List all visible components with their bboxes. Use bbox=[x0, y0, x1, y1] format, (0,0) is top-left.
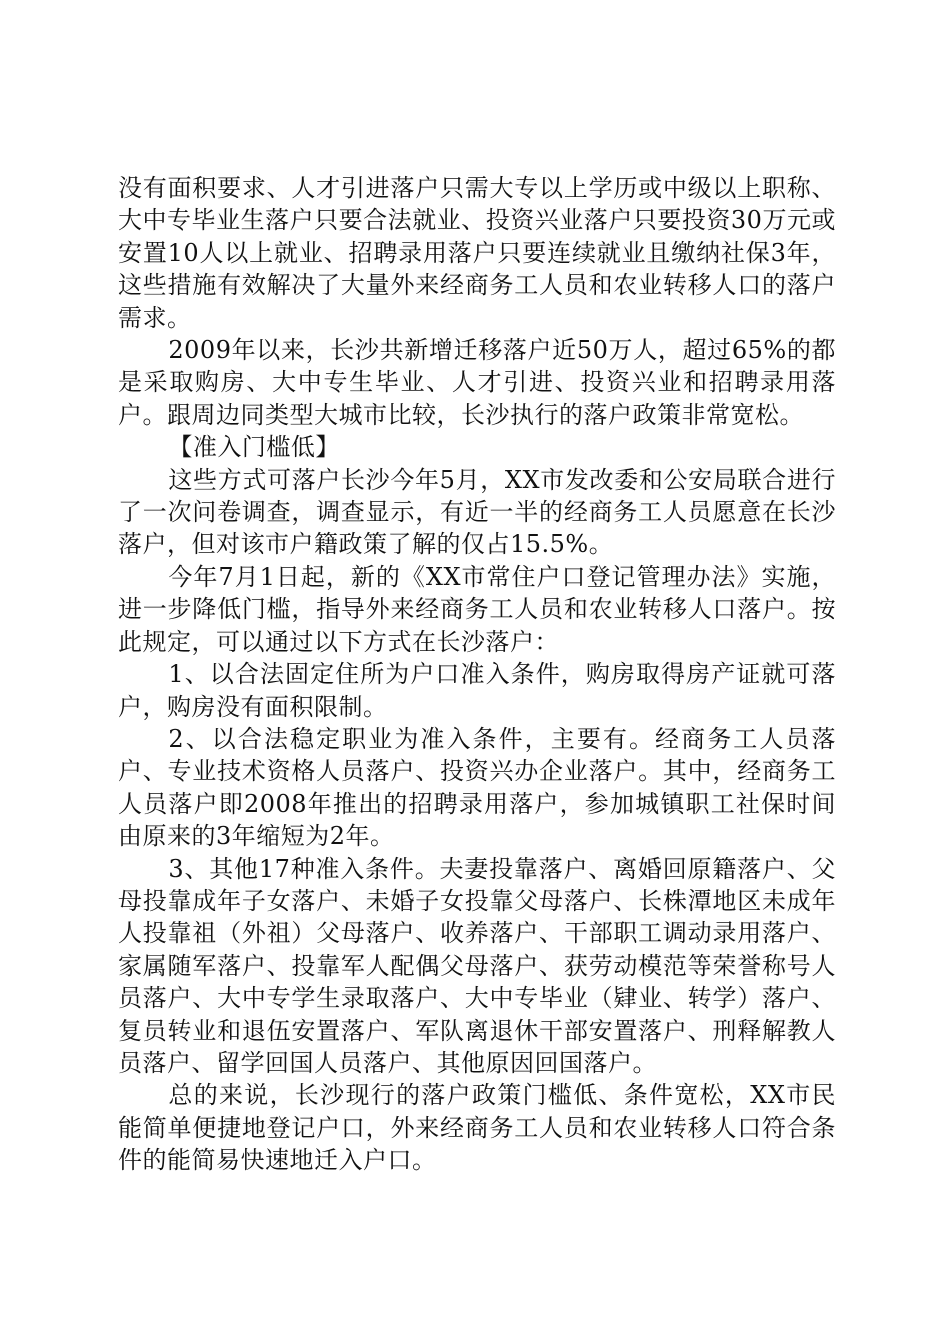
paragraph-migration-stats: 2009年以来，长沙共新增迁移落户近50万人，超过65%的都是采取购房、大中专生毕业、人才引进、投资兴业和招聘录用落户。跟周边同类型大城市比较，长沙执行的落户政策非常宽松。 bbox=[118, 336, 836, 429]
list-item-1: 1、以合法固定住所为户口准入条件，购房取得房产证就可落户，购房没有面积限制。 bbox=[118, 660, 836, 721]
paragraph-summary: 总的来说，长沙现行的落户政策门槛低、条件宽松，XX市民能简单便捷地登记户口，外来经商务工人员和农业转移人口符合条件的能简易快速地迁入户口。 bbox=[118, 1081, 836, 1175]
paragraph-continuation: 没有面积要求、人才引进落户只需大专以上学历或中级以上职称、大中专毕业生落户只要合法就业、投资兴业落户只要投资30万元或安置10人以上就业、招聘录用落户只要连续就业且缴纳社保3年，这些措施有效解决了大量外来经商务工人员和农业转移人口的落户需求。 bbox=[118, 174, 836, 332]
paragraph-new-regulation: 今年7月1日起，新的《XX市常住户口登记管理办法》实施，进一步降低门槛，指导外来经商务工人员和农业转移人口落户。按此规定，可以通过以下方式在长沙落户： bbox=[118, 562, 836, 656]
paragraph-survey: 这些方式可落户长沙今年5月，XX市发改委和公安局联合进行了一次问卷调查，调查显示，有近一半的经商务工人员愿意在长沙落户，但对该市户籍政策了解的仅占15.5%。 bbox=[118, 465, 836, 559]
section-heading-low-threshold: 【准入门槛低】 bbox=[168, 433, 340, 462]
list-item-3: 3、其他17种准入条件。夫妻投靠落户、离婚回原籍落户、父母投靠成年子女落户、未婚子女投靠父母落户、长株潭地区未成年人投靠祖（外祖）父母落户、收养落户、干部职工调动录用落户、家属随军落户、投靠军人配偶父母落户、获劳动模范等荣誉称号人员落户、大中专学生录取落户、大中专毕业（肄业、转学）落户、复员转业和退伍安置落户、军队离退休干部安置落户、刑释解教人员落户、留学回国人员落户、其他原因回国落户。 bbox=[118, 854, 836, 1077]
document-body bbox=[118, 172, 836, 1177]
list-item-2: 2、以合法稳定职业为准入条件，主要有。经商务工人员落户、专业技术资格人员落户、投资兴办企业落户。其中，经商务工人员落户即2008年推出的招聘录用落户，参加城镇职工社保时间由原来的3年缩短为2年。 bbox=[118, 724, 836, 851]
